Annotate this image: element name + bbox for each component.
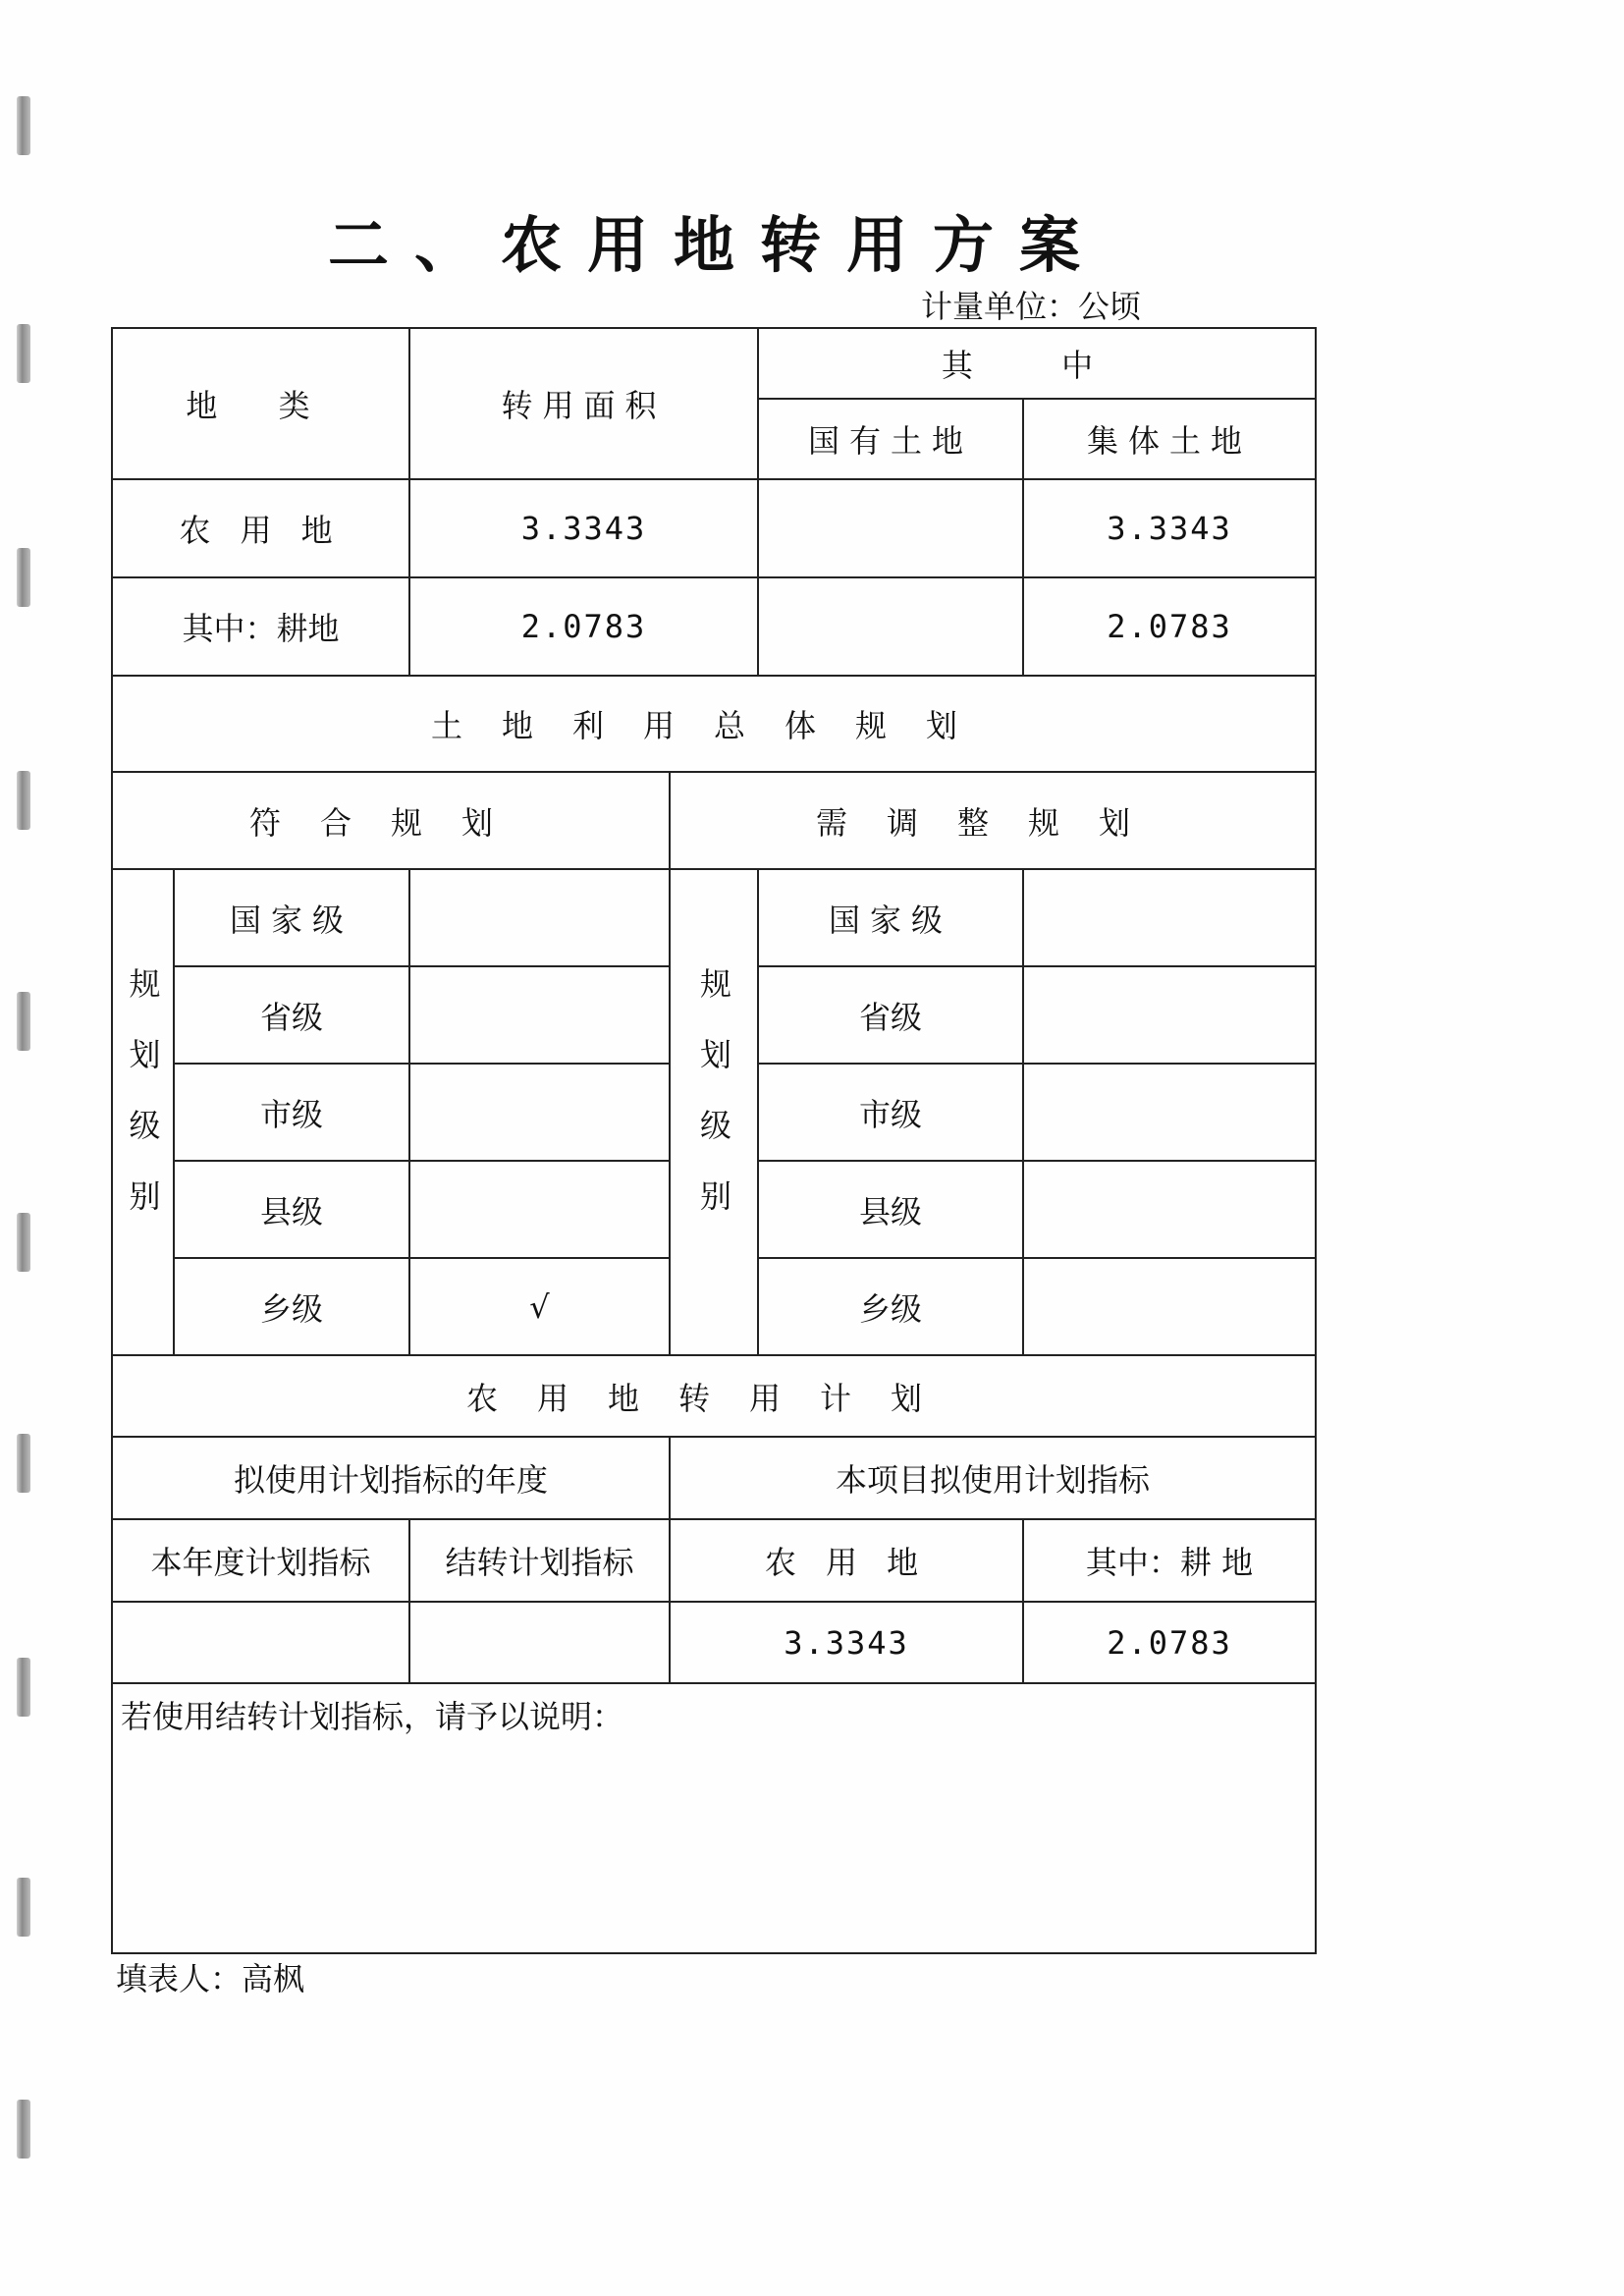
level-name: 国家级 (174, 869, 409, 966)
conform-mark: √ (409, 1258, 670, 1355)
plan-farmland: 农 用 地 (670, 1519, 1023, 1602)
adjust-mark (1023, 1161, 1316, 1258)
level-name: 省级 (758, 966, 1023, 1064)
header-collective-land: 集体土地 (1023, 399, 1316, 479)
binding-mark (17, 548, 30, 607)
plan-farmland-value: 3.3343 (670, 1602, 1023, 1683)
binding-mark (17, 324, 30, 383)
binding-mark (17, 771, 30, 830)
header-land-type: 地 类 (112, 328, 409, 479)
filler-label: 填表人：高枫 (116, 1960, 305, 1997)
plan-current-year: 本年度计划指标 (112, 1519, 409, 1602)
plan-carryover-value (409, 1602, 670, 1683)
row-collective: 2.0783 (1023, 577, 1316, 676)
conform-mark (409, 966, 670, 1064)
table-row (112, 479, 1316, 577)
level-name: 市级 (174, 1064, 409, 1161)
row-label: 农 用 地 (112, 479, 409, 577)
row-state (758, 479, 1023, 577)
level-name: 乡级 (174, 1258, 409, 1355)
binding-mark (17, 992, 30, 1051)
adjust-mark (1023, 966, 1316, 1064)
binding-mark (17, 2100, 30, 2159)
plan-year-header: 拟使用计划指标的年度 (112, 1437, 670, 1519)
unit-label: 计量单位：公顷 (921, 288, 1142, 325)
note-label: 若使用结转计划指标，请予以说明： (121, 1698, 624, 1735)
row-label: 其中：耕地 (112, 577, 409, 676)
table-row (112, 577, 1316, 676)
level-name: 县级 (758, 1161, 1023, 1258)
level-name: 市级 (758, 1064, 1023, 1161)
plan-project-header: 本项目拟使用计划指标 (670, 1437, 1316, 1519)
conform-mark (409, 869, 670, 966)
binding-mark (17, 1658, 30, 1717)
level-name: 国家级 (758, 869, 1023, 966)
planning-conform-header: 符合规划 (112, 772, 670, 869)
adjust-level-label: 规划级别 (670, 869, 758, 1355)
level-name: 乡级 (758, 1258, 1023, 1355)
plan-section-title: 农用地转用计划 (112, 1355, 1316, 1437)
conversion-table (111, 327, 1317, 1954)
table-row (112, 869, 1316, 966)
binding-mark (17, 1213, 30, 1272)
conform-mark (409, 1161, 670, 1258)
header-among: 其 中 (758, 328, 1316, 399)
row-area: 2.0783 (409, 577, 758, 676)
note-cell (112, 1683, 1316, 1953)
adjust-mark (1023, 1258, 1316, 1355)
binding-mark (17, 1434, 30, 1493)
adjust-mark (1023, 869, 1316, 966)
level-name: 省级 (174, 966, 409, 1064)
binding-mark (17, 1878, 30, 1937)
planning-adjust-header: 需调整规划 (670, 772, 1316, 869)
row-state (758, 577, 1023, 676)
conform-level-label: 规划级别 (112, 869, 174, 1355)
conform-mark (409, 1064, 670, 1161)
plan-arable: 其中：耕 地 (1023, 1519, 1316, 1602)
binding-mark (17, 96, 30, 155)
row-area: 3.3343 (409, 479, 758, 577)
adjust-mark (1023, 1064, 1316, 1161)
planning-section-title: 土地利用总体规划 (112, 676, 1316, 772)
plan-carryover: 结转计划指标 (409, 1519, 670, 1602)
header-area: 转用面积 (409, 328, 758, 479)
page-title: 二、农用地转用方案 (327, 209, 1106, 281)
header-state-land: 国有土地 (758, 399, 1023, 479)
table-row (112, 1602, 1316, 1683)
plan-current-year-value (112, 1602, 409, 1683)
plan-arable-value: 2.0783 (1023, 1602, 1316, 1683)
level-name: 县级 (174, 1161, 409, 1258)
row-collective: 3.3343 (1023, 479, 1316, 577)
